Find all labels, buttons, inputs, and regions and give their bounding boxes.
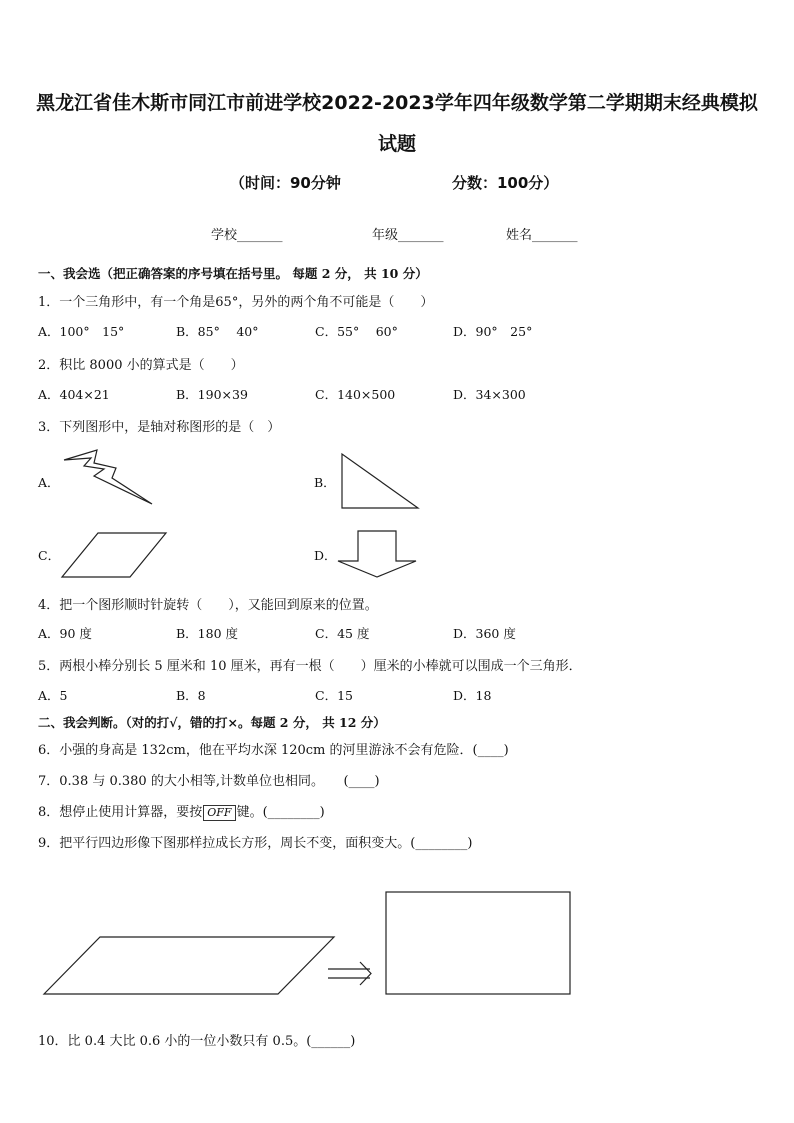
q3-label-c: C． — [38, 548, 61, 563]
q4-option-a: A．90 度 — [38, 626, 92, 641]
document-title-line2: 试题 — [377, 133, 416, 155]
q5-option-c: C．15 — [315, 688, 353, 703]
q3-label-a: A． — [38, 475, 60, 490]
question-1: 1．一个三角形中，有一个角是65°，另外的两个角不可能是（ ） — [38, 295, 434, 310]
q5-option-a: A．5 — [38, 688, 68, 703]
q1-option-a: A．100° 15° — [38, 324, 125, 339]
question-8-blank: 键。(________) — [236, 805, 325, 820]
parallelogram-figure — [62, 533, 168, 579]
question-7: 7．0.38 与 0.380 的大小相等,计数单位也相同。 (____) — [38, 774, 380, 789]
question-6: 6．小强的身高是 132cm，他在平均水深 120cm 的河里游泳不会有危险．(____) — [38, 743, 509, 758]
down-arrow-figure — [338, 531, 418, 579]
right-triangle-figure — [340, 454, 420, 510]
q4-option-b: B．180 度 — [176, 626, 239, 641]
q5-option-d: D．18 — [453, 688, 492, 703]
q3-label-d: D． — [314, 548, 337, 563]
time-label: （时间：90分钟 — [230, 174, 341, 192]
section-1-heading: 一、我会选（把正确答案的序号填在括号里。 每题 2 分， 共 10 分） — [38, 266, 428, 281]
question-5: 5．两根小棒分别长 5 厘米和 10 厘米，再有一根（ ）厘米的小棒就可以围成一个三角形． — [38, 659, 582, 674]
q5-option-b: B．8 — [176, 688, 206, 703]
grade-field: 年级_______ — [372, 228, 444, 243]
school-field: 学校_______ — [211, 228, 283, 243]
name-field: 姓名_______ — [506, 228, 578, 243]
question-10: 10．比 0.4 大比 0.6 小的一位小数只有 0.5。(______) — [38, 1034, 356, 1049]
question-9: 9．把平行四边形像下图那样拉成长方形，周长不变，面积变大。(________) — [38, 836, 473, 851]
q2-option-d: D．34×300 — [453, 387, 526, 402]
q4-option-d: D．360 度 — [453, 626, 516, 641]
q1-option-c: C．55° 60° — [315, 324, 398, 339]
question-2: 2．积比 8000 小的算式是（ ） — [38, 358, 244, 373]
q1-option-b: B．85° 40° — [176, 324, 259, 339]
q2-option-c: C．140×500 — [315, 387, 396, 402]
q1-option-d: D．90° 25° — [453, 324, 533, 339]
off-key-icon: OFF — [203, 805, 235, 821]
parallelogram-to-rectangle-figure — [44, 892, 574, 998]
q4-option-c: C．45 度 — [315, 626, 370, 641]
q2-option-a: A．404×21 — [38, 387, 110, 402]
q2-option-b: B．190×39 — [176, 387, 248, 402]
lightning-bolt-figure — [64, 450, 154, 506]
document-title: 黑龙江省佳木斯市同江市前进学校2022-2023学年四年级数学第二学期期末经典模拟 — [36, 92, 758, 114]
question-8-text: 8．想停止使用计算器，要按 — [38, 805, 203, 820]
question-4: 4．把一个图形顺时针旋转（ ），又能回到原来的位置。 — [38, 598, 378, 613]
score-label: 分数：100分） — [452, 174, 559, 192]
q3-label-b: B． — [314, 475, 336, 490]
question-8 — [38, 801, 325, 821]
section-2-heading: 二、我会判断。（对的打√，错的打×。每题 2 分， 共 12 分） — [38, 715, 386, 730]
question-3: 3．下列图形中，是轴对称图形的是（ ） — [38, 420, 281, 435]
